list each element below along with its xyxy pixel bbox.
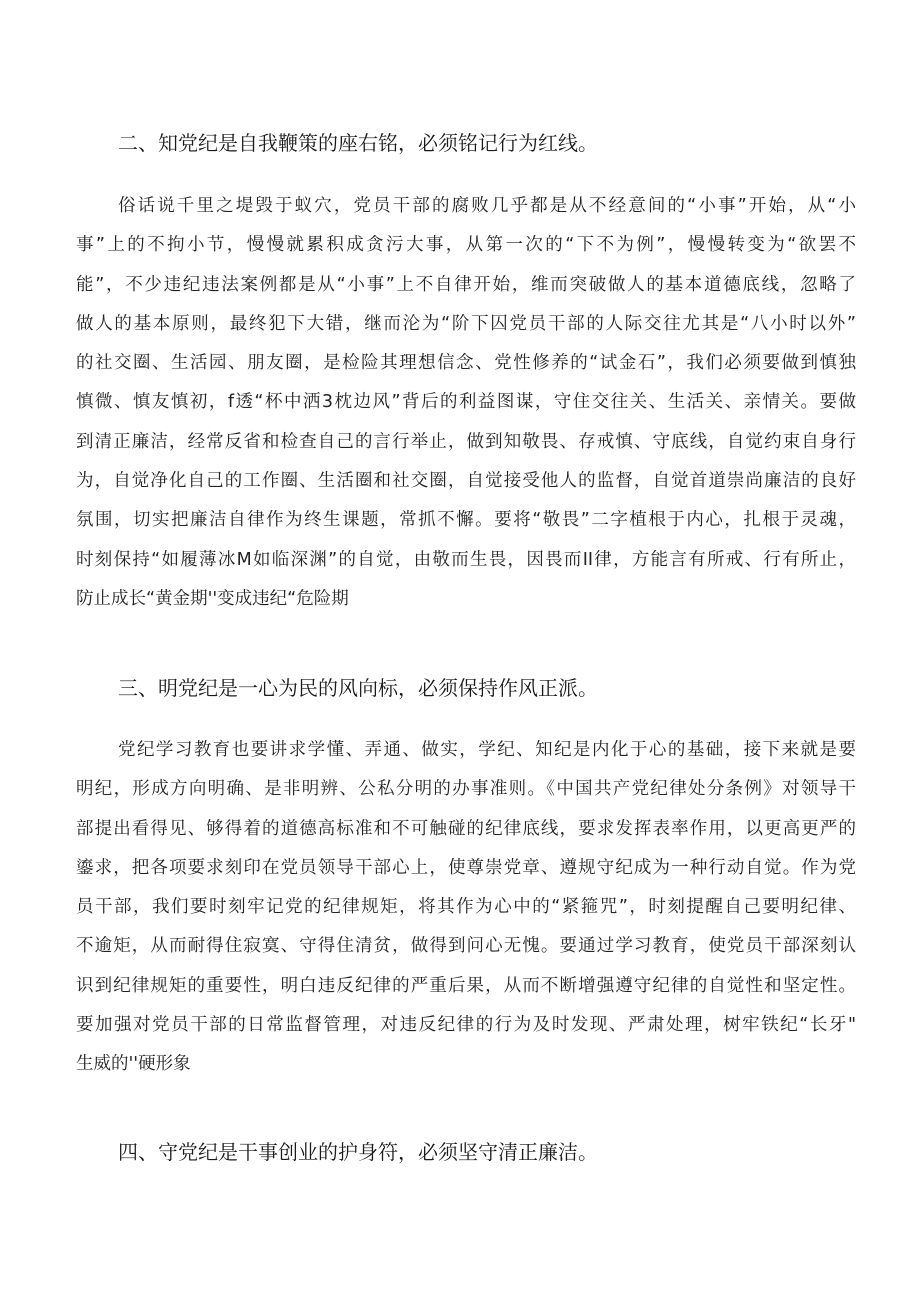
paragraph-line: 防止成长“黄金期''变成违纪“危险期 (76, 588, 349, 609)
paragraph-line: 氛围，切实把廉洁自律作为终生课题，常抓不懈。要将“敬畏”二字植根于内心，扎根于灵魂， (76, 510, 856, 531)
section-heading-4: 四、守党纪是干事创业的护身符，必须坚守清正廉洁。 (118, 1140, 598, 1164)
paragraph-line: 能”，不少违纪违法案例都是从“小事”上不自律开始，维而突破做人的基本道德底线，忽略了 (76, 274, 856, 295)
paragraph-line: 不逾矩，从而耐得住寂寞、守得住清贫，做得到问心无愧。要通过学习教育，使党员干部深刻认 (76, 936, 856, 957)
paragraph-line: 识到纪律规矩的重要性，明白违反纪律的严重后果，从而不断增强遵守纪律的自觉性和坚定性。 (76, 975, 856, 996)
paragraph-line: 到清正廉洁，经常反省和检查自己的言行举止，做到知敬畏、存戒慎、守底线，自觉约束自身行 (76, 431, 856, 452)
section-paragraph-2 (76, 187, 856, 619)
paragraph-line: 党纪学习教育也要讲求学懂、弄通、做实，学纪、知纪是内化于心的基础，接下来就是要 (118, 740, 856, 760)
paragraph-line: 做人的基本原则，最终犯下大错，继而沦为“阶下囚党员干部的人际交往尤其是“八小时以外” (76, 313, 856, 334)
paragraph-line: 为，自觉净化自己的工作圈、生活圈和社交圈，自觉接受他人的监督，自觉首道崇尚廉洁的良好 (76, 471, 856, 492)
paragraph-line: 的社交圈、生活园、朋友圈，是检险其理想信念、党性修养的“试金石”，我们必须要做到慎独 (76, 353, 856, 374)
paragraph-line: 生威的''硬形象 (76, 1054, 191, 1075)
section-heading-3: 三、明党纪是一心为民的风向标，必须保持作风正派。 (118, 676, 598, 700)
paragraph-line: 时刻保持“如履薄冰M如临深渊”的自觉，由敬而生畏，因畏而II律，方能言有所戒、行有所止， (76, 549, 856, 570)
paragraph-line: 事”上的不拘小节，慢慢就累积成贪污大事，从第一次的“下不为例”，慢慢转变为“欲罢不 (76, 235, 856, 256)
paragraph-line: 鎏求，把各项要求刻印在党员领导干部心上，使尊崇党章、遵规守纪成为一种行动自觉。作为党 (76, 857, 856, 878)
paragraph-line: 员干部，我们要时刻牢记党的纪律规矩，将其作为心中的“紧箍咒”，时刻提醒自己要明纪律、 (76, 897, 856, 918)
paragraph-line: 俗话说千里之堤毁于蚁穴，党员干部的腐败几乎都是从不经意间的“小事”开始，从“小 (118, 196, 856, 216)
section-heading-2: 二、知党纪是自我鞭策的座右铭，必须铭记行为红线。 (118, 131, 598, 155)
paragraph-line: 部提出看得见、够得着的道德高标准和不可触碰的纪律底线，要求发挥表率作用，以更高更严的 (76, 818, 856, 839)
paragraph-line: 慎微、慎友慎初，f透“杯中洒3枕边风”背后的利益图谋，守住交往关、生活关、亲情关。要做 (76, 392, 856, 413)
paragraph-line: 明纪，形成方向明确、是非明辨、公私分明的办事准则。《中国共产党纪律处分条例》对领导干 (76, 779, 856, 800)
section-paragraph-3 (76, 731, 856, 1085)
paragraph-line: 要加强对党员干部的日常监督管理，对违反纪律的行为及时发现、严肃处理，树牢铁纪“长牙" (76, 1015, 856, 1036)
